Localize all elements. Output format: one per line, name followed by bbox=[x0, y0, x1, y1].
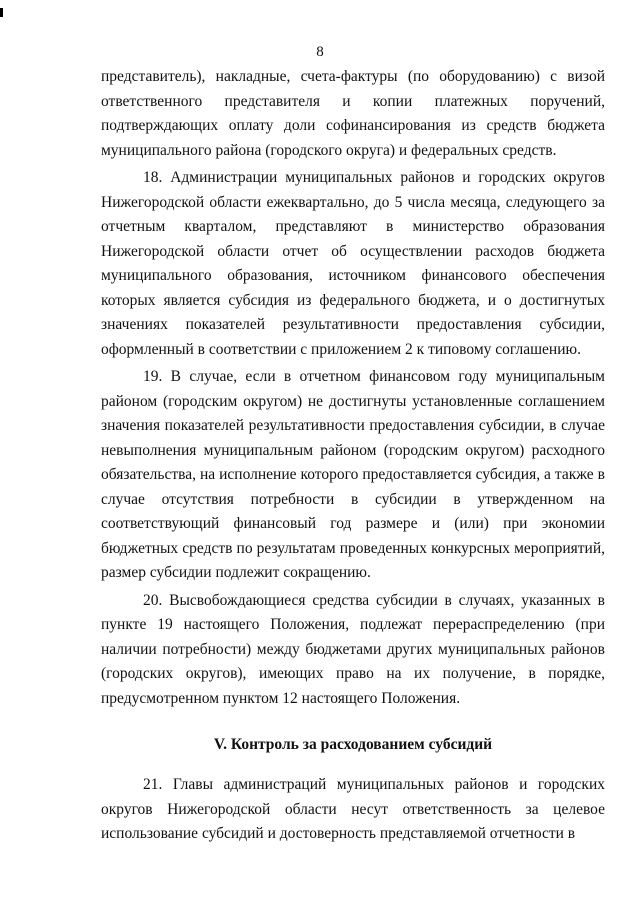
paragraph-20: 20. Высвобождающиеся средства субсидии в случаях, указанных в пункте 19 настоящего Положения, подлежат перераспределению (при наличии потребности) между бюджетами других муниципальных районов (городских округов), имеющих право на их получение, в порядке, предусмотренном пунктом 12 настоящего Положения. bbox=[101, 591, 605, 707]
paragraph-21: 21. Главы администраций муниципальных районов и городских округов Нижегородской области несут ответственность за целевое использование субсидий и достоверность представляемой отчетности в bbox=[101, 776, 605, 842]
paragraph-continuation: представитель), накладные, счета-фактуры (по оборудованию) с визой ответственного представителя и копии платежных поручений, подтверждающих оплату доли софинансирования из средств бюджета муниципального района (городского округа) и федеральных средств. bbox=[101, 68, 605, 159]
page-number: 8 bbox=[316, 44, 324, 60]
section-heading: V. Контроль за расходованием субсидий bbox=[213, 736, 493, 753]
document-body bbox=[101, 65, 605, 847]
paragraph-18: 18. Администрации муниципальных районов и городских округов Нижегородской области ежеквартально, до 5 числа месяца, следующего за отчетным кварталом, представляют в министерство образования Нижегородской области отчет об осуществлении расходов бюджета муниципального образования, источником финансового обеспечения которых является субсидия из федерального бюджета, и о достигнутых значениях показателей результативности предоставления субсидии, оформленный в соответствии с приложением 2 к типовому соглашению. bbox=[101, 169, 605, 358]
paragraph-19: 19. В случае, если в отчетном финансовом году муниципальным районом (городским округом) не достигнуты установленные соглашением значения показателей результативности предоставления субсидии, в случае невыполнения муниципальным районом (городским округом) расходного обязательства, на исполнение которого предоставляется субсидия, а также в случае отсутствия потребности в субсидии в утвержденном на соответствующий финансовый год размере и (или) при экономии бюджетных средств по результатам проведенных конкурсных мероприятий, размер субсидии подлежит сокращению. bbox=[101, 368, 605, 581]
scan-edge-mark bbox=[0, 8, 3, 17]
